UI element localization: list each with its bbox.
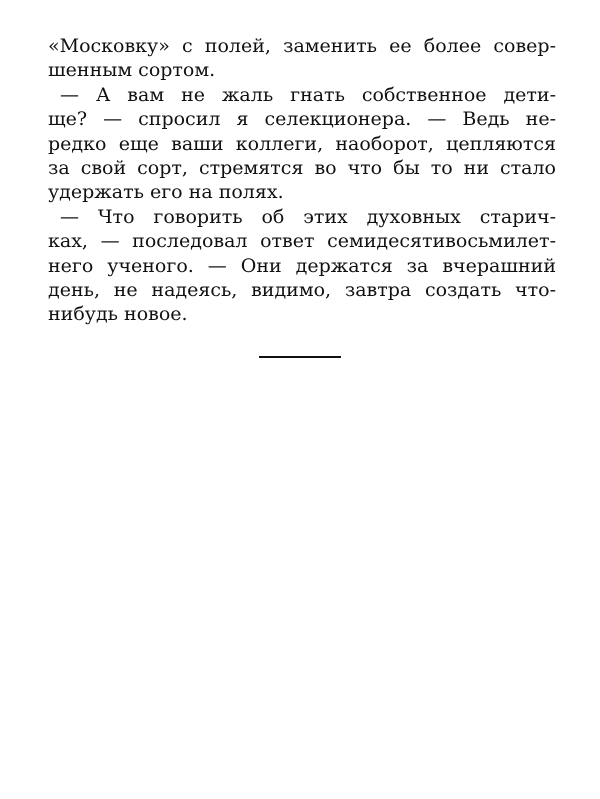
- text-line: него ученого. — Они держатся за вчерашний: [48, 254, 556, 277]
- text-page: [48, 34, 556, 327]
- paragraph-3: [48, 205, 556, 327]
- text-line: — А вам не жаль гнать собственное дети-: [60, 83, 556, 106]
- text-line: «Московку» с полей, заменить ее более совер-: [48, 35, 556, 57]
- paragraph-1: [48, 34, 556, 83]
- text-line: — Что говорить об этих духовных старич-: [60, 205, 556, 228]
- paragraph-2: [48, 83, 556, 205]
- text-line: за свой сорт, стремятся во что бы то ни стало: [48, 156, 556, 179]
- text-line: шенным сортом.: [48, 59, 216, 82]
- text-line: удержать его на полях.: [48, 181, 284, 204]
- text-line: ще? — спросил я селекционера. — Ведь не-: [48, 108, 556, 131]
- text-line: редко еще ваши коллеги, наоборот, цепляются: [48, 132, 556, 155]
- text-line: нибудь новое.: [48, 303, 188, 326]
- text-line: ках, — последовал ответ семидесятивосьмилет-: [48, 230, 556, 253]
- section-divider: [259, 356, 341, 358]
- text-line: день, не надеясь, видимо, завтра создать что-: [48, 278, 556, 301]
